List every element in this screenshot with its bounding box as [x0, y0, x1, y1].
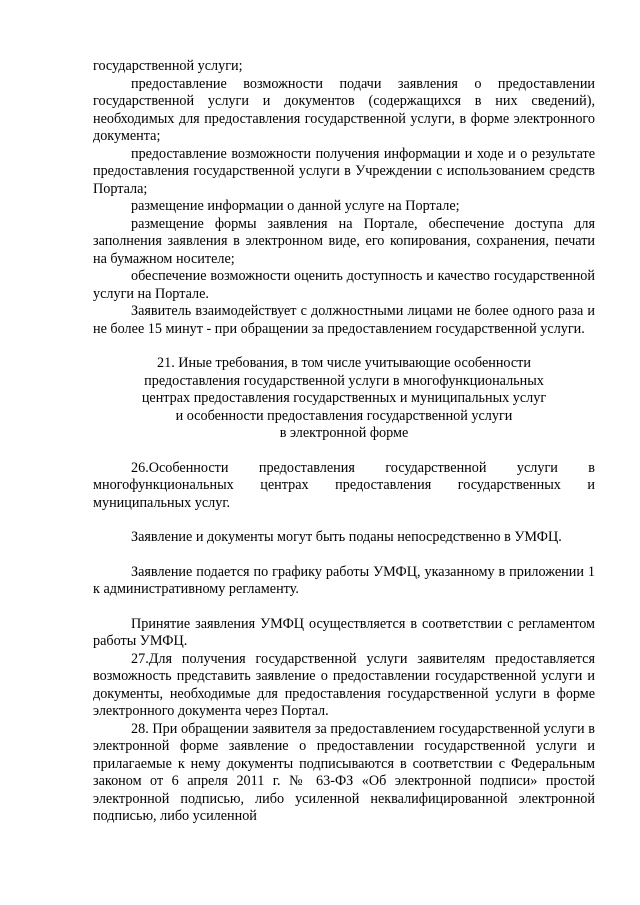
paragraph-receive-information: предоставление возможности получения информации и ходе и о результате предоставления государственной услуги в Учреждении с использованием средств Портала; — [93, 145, 595, 197]
paragraph-submit-directly: Заявление и документы могут быть поданы непосредственно в УМФЦ. — [131, 529, 562, 545]
paragraph-publish-info: размещение информации о данной услуге на Портале; — [131, 198, 460, 214]
paragraph-submit-application: предоставление возможности подачи заявления о предоставлении государственной услуги и документов (содержащихся в них сведений), необходимых для предоставления государственной услуги, в форме электронного документа; — [93, 75, 595, 144]
paragraph-26-mfc-features: 26.Особенности предоставления государственной услуги в многофункциональных центрах предоставления государственных и муниципальных услуг. — [93, 459, 595, 511]
heading-line: предоставления государственной услуги в многофункциональных — [144, 372, 544, 389]
paragraph-quality-evaluation: обеспечение возможности оценить доступность и качество государственной услуги на Портале. — [93, 268, 595, 302]
paragraph-continuation: государственной услуги; — [93, 58, 243, 74]
paragraph-acceptance: Принятие заявления УМФЦ осуществляется в соответствии с регламентом работы УМФЦ. — [93, 615, 595, 649]
paragraph-applicant-interaction: Заявитель взаимодействует с должностными лицами не более одного раза и не более 15 минут - при обращении за предоставлением государственной услуги. — [93, 303, 595, 337]
paragraph-28-signatures: 28. При обращении заявителя за предоставлением государственной услуги в электронной форме заявление о предоставлении государственной услуги и прилагаемые к нему документы подписываются в соответствии с Федеральным законом от 6 апреля 2011 г. № 63-ФЗ «Об электронной подписи» простой электронной подписью, либо усиленной неквалифицированной электронной подписью, либо усиленной — [93, 720, 595, 824]
paragraph-form-placement: размещение формы заявления на Портале, обеспечение доступа для заполнения заявления в электронном виде, его копирования, сохранения, печати на бумажном носителе; — [93, 215, 595, 267]
section-21-heading — [93, 355, 595, 443]
heading-line: центрах предоставления государственных и муниципальных услуг — [141, 390, 547, 406]
paragraph-27-electronic-submission: 27.Для получения государственной услуги заявителям предоставляется возможность представить заявление о предоставлении государственной услуги и документы, необходимые для предоставления государственной услуги в форме электронного документа через Портал. — [93, 650, 595, 719]
heading-line: 21. Иные требования, в том числе учитывающие особенности — [157, 355, 531, 371]
heading-line: в электронной форме — [279, 425, 409, 441]
paragraph-schedule: Заявление подается по графику работы УМФЦ, указанному в приложении 1 к административному регламенту. — [93, 563, 595, 597]
document-body — [93, 58, 595, 826]
heading-line: и особенности предоставления государственной услуги — [175, 407, 513, 424]
